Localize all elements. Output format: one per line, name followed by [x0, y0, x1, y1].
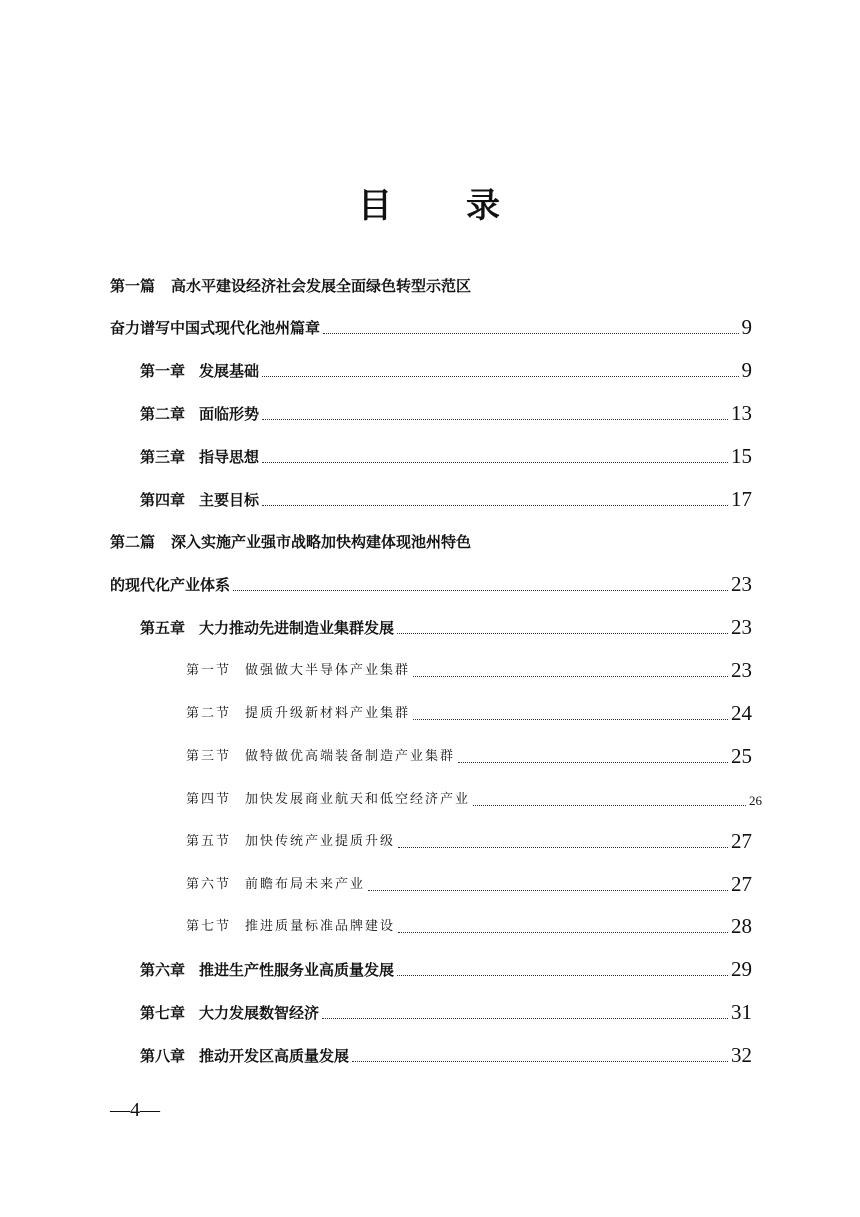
toc-page-number: 27 [731, 872, 752, 896]
toc-entry-text: 主要目标 [199, 491, 260, 509]
toc-entry-section-3[interactable] [186, 737, 752, 767]
toc-entry-number: 第四章 [140, 491, 186, 509]
toc-entry-number: 第八章 [140, 1047, 186, 1065]
dot-leader [262, 460, 728, 463]
dot-leader [397, 973, 728, 976]
toc-title [0, 178, 860, 227]
toc-entry-chapter-6[interactable] [140, 950, 752, 980]
toc-entry-text: 做强做大半导体产业集群 [245, 663, 411, 678]
dot-leader [322, 1016, 728, 1019]
toc-entry-number: 第一篇 [110, 277, 156, 295]
dot-leader [262, 503, 728, 506]
toc-entry-section-4[interactable] [186, 780, 762, 810]
toc-page-number: 25 [731, 744, 752, 768]
dot-leader [413, 717, 728, 720]
toc-entry-number: 第二节 [186, 706, 232, 721]
toc-entry-text: 高水平建设经济社会发展全面绿色转型示范区 [171, 277, 472, 295]
toc-entry-number: 第三节 [186, 749, 232, 764]
toc-entry-part-1[interactable] [110, 266, 760, 296]
dot-leader [352, 1059, 728, 1062]
toc-entry-chapter-8[interactable] [140, 1036, 752, 1066]
toc-entry-text: 做特做优高端装备制造产业集群 [245, 749, 456, 764]
toc-entry-section-5[interactable] [186, 822, 752, 852]
toc-entry-chapter-5[interactable] [140, 608, 752, 638]
toc-entry-section-1[interactable] [186, 651, 752, 681]
toc-entry-text: 加快发展商业航天和低空经济产业 [245, 792, 471, 807]
toc-entry-number: 第六章 [140, 961, 186, 979]
toc-entry-number: 第六节 [186, 877, 232, 892]
dot-leader [398, 930, 728, 933]
toc-entry-part-2-cont[interactable] [110, 565, 752, 595]
toc-page-number: 13 [731, 401, 752, 425]
toc-entry-number: 第一章 [140, 362, 186, 380]
toc-page-number: 23 [731, 615, 752, 639]
toc-entry-text: 发展基础 [199, 362, 260, 380]
toc-page-number: 23 [731, 572, 752, 596]
toc-entry-chapter-2[interactable] [140, 394, 752, 424]
toc-entry-text: 大力推动先进制造业集群发展 [199, 619, 395, 637]
toc-entry-text: 推动开发区高质量发展 [199, 1047, 350, 1065]
dot-leader [397, 631, 728, 634]
toc-entry-text: 前瞻布局未来产业 [245, 877, 366, 892]
toc-entry-section-2[interactable] [186, 694, 752, 724]
toc-entry-part-1-cont[interactable] [110, 308, 752, 338]
toc-entry-text: 指导思想 [199, 448, 260, 466]
toc-entry-text: 奋力谱写中国式现代化池州篇章 [110, 319, 321, 337]
dot-leader [398, 845, 728, 848]
toc-entry-text: 的现代化产业体系 [110, 576, 231, 594]
toc-entry-chapter-7[interactable] [140, 993, 752, 1023]
dot-leader [458, 760, 728, 763]
toc-entry-number: 第一节 [186, 663, 232, 678]
toc-entry-number: 第七节 [186, 919, 232, 934]
dot-leader [233, 588, 728, 591]
toc-entry-section-6[interactable] [186, 865, 752, 895]
toc-entry-chapter-3[interactable] [140, 437, 752, 467]
toc-entry-number: 第五章 [140, 619, 186, 637]
dot-leader [262, 417, 728, 420]
toc-entry-text: 推进生产性服务业高质量发展 [199, 961, 395, 979]
dot-leader [368, 888, 728, 891]
toc-entry-number: 第四节 [186, 792, 232, 807]
toc-entry-text: 深入实施产业强市战略加快构建体现池州特色 [171, 533, 472, 551]
toc-entry-text: 提质升级新材料产业集群 [245, 706, 411, 721]
toc-page-number: 9 [741, 315, 752, 339]
toc-title-char-1: 目 [358, 186, 394, 226]
toc-page-number: 28 [731, 914, 752, 938]
toc-page-number: 9 [741, 358, 752, 382]
toc-entry-text: 加快传统产业提质升级 [245, 834, 396, 849]
page-number-footer: —4— [110, 1099, 160, 1121]
dot-leader [262, 374, 738, 377]
toc-entry-number: 第三章 [140, 448, 186, 466]
toc-page-number: 24 [731, 701, 752, 725]
toc-page-number: 31 [731, 1000, 752, 1024]
toc-entry-section-7[interactable] [186, 907, 752, 937]
toc-entry-text: 面临形势 [199, 405, 260, 423]
toc-page-number: 26 [749, 793, 762, 808]
toc-entry-number: 第七章 [140, 1004, 186, 1022]
toc-entry-number: 第二篇 [110, 533, 156, 551]
toc-entry-chapter-4[interactable] [140, 480, 752, 510]
toc-entry-chapter-1[interactable] [140, 351, 752, 381]
toc-page-number: 15 [731, 444, 752, 468]
toc-entry-number: 第二章 [140, 405, 186, 423]
toc-entry-number: 第五节 [186, 834, 232, 849]
toc-page-number: 23 [731, 658, 752, 682]
dot-leader [473, 803, 746, 806]
dot-leader [413, 674, 728, 677]
toc-entry-text: 大力发展数智经济 [199, 1004, 320, 1022]
toc-page-number: 27 [731, 829, 752, 853]
toc-page-number: 32 [731, 1043, 752, 1067]
toc-entry-part-2[interactable] [110, 522, 760, 552]
toc-page-number: 17 [731, 487, 752, 511]
toc-page-number: 29 [731, 957, 752, 981]
toc-title-char-2: 录 [466, 186, 502, 226]
toc-entry-text: 推进质量标准品牌建设 [245, 919, 396, 934]
dot-leader [323, 331, 738, 334]
